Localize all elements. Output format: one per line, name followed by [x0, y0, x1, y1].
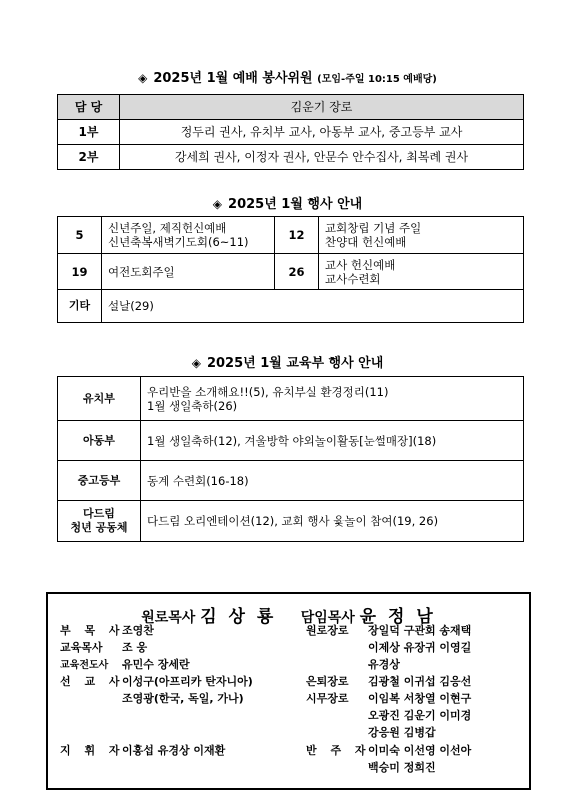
education-section-title: [0, 352, 575, 371]
staff-names: 조영찬: [122, 624, 154, 637]
staff-box: [46, 592, 531, 790]
event-text: [319, 254, 524, 290]
table-row: [58, 145, 524, 170]
staff-row: [306, 658, 400, 672]
event-line: 교사수련회: [325, 271, 381, 286]
events-section-title: [0, 193, 575, 212]
staff-names: 오광진 김운기 이미경: [368, 709, 472, 722]
event-text: [102, 217, 275, 254]
staff-names: 이성구(아프리카 탄자니아): [122, 675, 253, 688]
emeritus-pastor-name: 김 상 룡: [200, 607, 277, 627]
staff-row: [60, 658, 190, 673]
event-line: 찬양대 헌신예배: [325, 235, 407, 249]
staff-role: 시무장로: [306, 692, 349, 705]
staff-row: [306, 641, 471, 655]
staff-role: 교육전도사: [60, 660, 109, 671]
event-text: 여전도회주일: [102, 254, 275, 290]
dept-label-line: 청년 공동체: [70, 521, 128, 534]
event-line: 신년축복새벽기도회(6~11): [108, 235, 249, 249]
senior-pastor-label: 담임목사: [300, 610, 355, 626]
event-line: 신년주일, 제직헌신예배: [108, 221, 227, 235]
event-line: 교회창립 기념 주일: [325, 221, 422, 235]
table-row: [58, 254, 524, 290]
dept-events: 다드림 오리엔테이션(12), 교회 행사 윷놀이 참여(19, 26): [141, 501, 524, 542]
events-title: 2025년 1월 행사 안내: [228, 197, 363, 212]
staff-role: 지 휘 자: [60, 744, 125, 757]
staff-names: 이미숙 이선영 이선아: [368, 744, 472, 757]
row-label: 1부: [58, 120, 120, 145]
staff-role: 원로장로: [306, 624, 349, 637]
staff-role: 선 교 사: [60, 675, 125, 688]
staff-names: 이홍섭 유경상 이재환: [122, 744, 226, 757]
staff-row: [60, 641, 147, 655]
table-row: [58, 290, 524, 323]
dept-events: 1월 생일축하(12), 겨울방학 야외놀이활동[눈썰매장](18): [141, 421, 524, 461]
staff-row: [306, 744, 471, 758]
dept-label: 중고등부: [58, 461, 141, 501]
staff-role: 교육목사: [60, 641, 103, 654]
table-row: [58, 217, 524, 254]
dept-label-line: 다드림: [83, 507, 115, 520]
dept-label: 유치부: [58, 377, 141, 421]
staff-names: 강응원 김병갑: [368, 726, 436, 739]
dept-line: 1월 생일축하(26): [147, 398, 238, 413]
staff-row: [60, 675, 253, 689]
header-label: 담 당: [58, 95, 120, 120]
staff-row: [306, 624, 471, 638]
staff-names: 유민수 장세란: [122, 658, 190, 671]
staff-row: [306, 675, 471, 689]
service-subtitle: (모임-주일 10:15 예배당): [317, 74, 437, 85]
table-row: [58, 501, 524, 542]
staff-names: 이제상 유장귀 이영길: [368, 641, 472, 654]
staff-row: [306, 692, 471, 706]
staff-role: 부 목 사: [60, 624, 125, 637]
row-value: 강세희 권사, 이정자 권사, 안문수 안수집사, 최복례 권사: [120, 145, 524, 170]
etc-label: 기타: [58, 290, 102, 323]
dept-line: 우리반을 소개해요!!(5), 유치부실 환경정리(11): [147, 384, 389, 399]
dept-label: [58, 501, 141, 542]
staff-role: 반 주 자: [306, 744, 371, 757]
staff-role: 은퇴장로: [306, 675, 349, 688]
staff-row: [60, 744, 225, 758]
service-section-title: [0, 67, 575, 86]
dept-label: 아동부: [58, 421, 141, 461]
table-row: [58, 120, 524, 145]
staff-names: 조영광(한국, 독일, 가나): [122, 692, 244, 705]
staff-names: 장일덕 구관회 송재택: [368, 624, 472, 637]
service-title: 2025년 1월 예배 봉사위원: [153, 71, 313, 86]
table-row: [58, 377, 524, 421]
staff-names: 김광철 이귀섭 김응선: [368, 675, 472, 688]
dept-events: [141, 377, 524, 421]
staff-row: [306, 761, 436, 775]
dept-events: 동계 수련회(16-18): [141, 461, 524, 501]
row-value: 정두리 권사, 유치부 교사, 아동부 교사, 중고등부 교사: [120, 120, 524, 145]
staff-row: [60, 624, 154, 638]
staff-names: 유경상: [368, 658, 400, 671]
staff-names: 백승미 정희진: [368, 761, 436, 774]
staff-names: 이임복 서창열 이현구: [368, 692, 472, 705]
event-date: 12: [275, 217, 319, 254]
header-value: 김운기 장로: [120, 95, 524, 120]
senior-pastor-name: 윤 정 남: [359, 607, 436, 627]
table-row: [58, 461, 524, 501]
emeritus-pastor-label: 원로목사: [141, 610, 196, 626]
event-date: 5: [58, 217, 102, 254]
event-date: 26: [275, 254, 319, 290]
diamond-bullet-icon: ◈: [191, 356, 201, 370]
staff-row: [306, 709, 471, 723]
diamond-bullet-icon: ◈: [138, 71, 148, 85]
event-date: 19: [58, 254, 102, 290]
education-table: [57, 376, 524, 542]
diamond-bullet-icon: ◈: [212, 197, 223, 211]
staff-row: [60, 692, 244, 706]
education-title: 2025년 1월 교육부 행사 안내: [206, 356, 384, 371]
event-line: 교사 헌신예배: [325, 257, 396, 272]
staff-row: [306, 726, 436, 740]
event-text: [319, 217, 524, 254]
etc-value: 설날(29): [102, 290, 524, 323]
staff-names: 조 웅: [122, 641, 148, 654]
row-label: 2부: [58, 145, 120, 170]
service-table: [57, 94, 524, 170]
events-table: [57, 216, 524, 323]
table-row: [58, 95, 524, 120]
table-row: [58, 421, 524, 461]
